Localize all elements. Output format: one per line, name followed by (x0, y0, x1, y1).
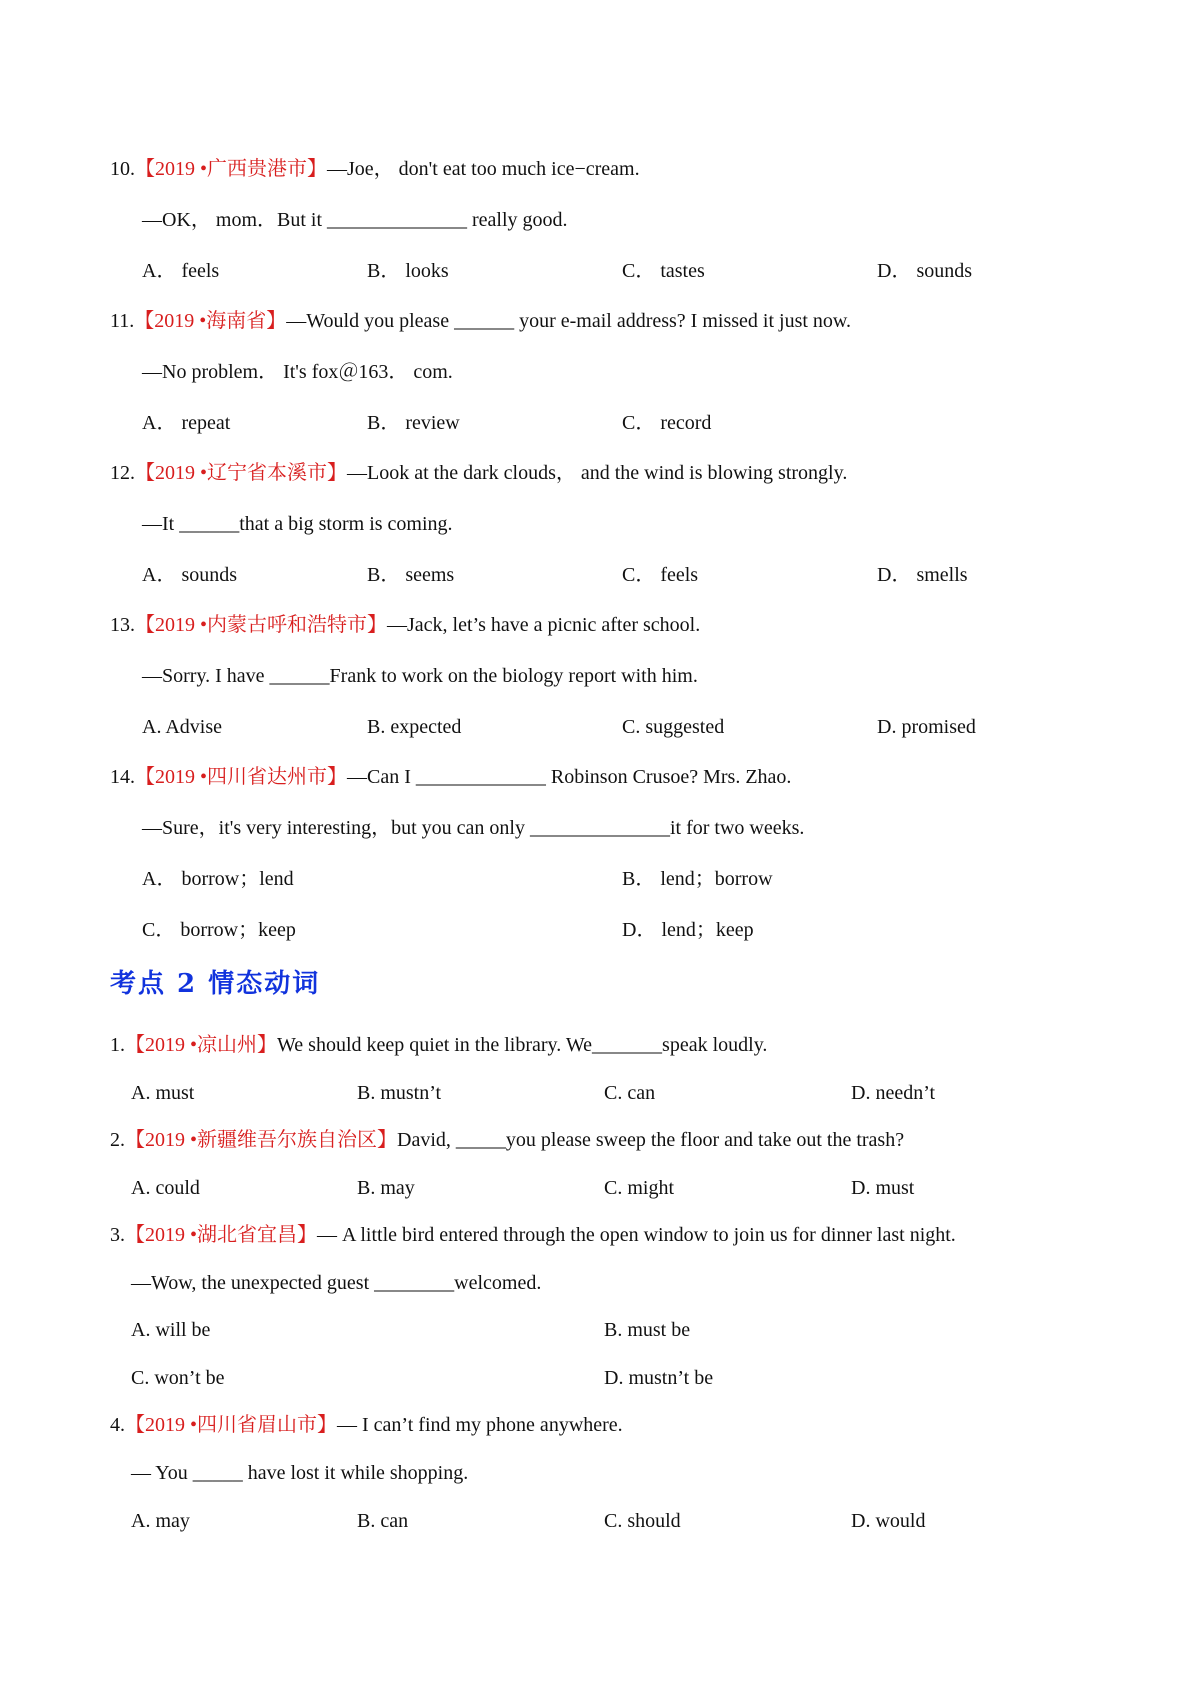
question-14-reply: —Sure，it's very interesting，but you can only ______________it for two weeks. (142, 817, 805, 839)
question-text: —Can I _____________ Robinson Crusoe? Mrs. Zhao. (347, 766, 792, 788)
option-d: D. needn’t (851, 1082, 936, 1104)
question-11-stem (110, 309, 851, 333)
option-d: D． smells (877, 564, 968, 586)
question-number: 11. (110, 310, 135, 332)
option-b: B. mustn’t (357, 1082, 442, 1104)
option-a: A. may (131, 1510, 190, 1532)
option-a: A. will be (131, 1319, 211, 1341)
section-heading: 考点 2 情态动词 (110, 969, 321, 999)
source-tag: 【2019 •内蒙古呼和浩特市】 (135, 614, 388, 636)
option-c: C. should (604, 1510, 681, 1532)
question-11-reply: —No problem． It's fox＠163． com. (142, 361, 453, 383)
question-number: 1. (110, 1034, 125, 1056)
option-b: B. may (357, 1177, 415, 1199)
option-b: B． seems (367, 564, 455, 586)
question-14-stem (110, 765, 791, 789)
question-12-reply: —It ______that a big storm is coming. (142, 513, 453, 535)
option-a: A． sounds (142, 564, 238, 586)
option-c: C. might (604, 1177, 675, 1199)
source-tag: 【2019 •湖北省宜昌】 (125, 1224, 318, 1246)
source-tag: 【2019 •海南省】 (134, 310, 287, 332)
option-a: A. could (131, 1177, 200, 1199)
source-tag: 【2019 •四川省达州市】 (135, 766, 348, 788)
source-tag: 【2019 •四川省眉山市】 (125, 1414, 338, 1436)
option-d: D. mustn’t be (604, 1367, 714, 1389)
question-number: 12. (110, 462, 135, 484)
question-10-stem (110, 157, 640, 181)
option-c: C． borrow；keep (142, 919, 296, 941)
question-text: We should keep quiet in the library. We_______speak loudly. (277, 1034, 768, 1056)
question-text: —Jack, let’s have a picnic after school. (387, 614, 701, 636)
source-tag: 【2019 •广西贵港市】 (135, 158, 328, 180)
question-13-stem (110, 613, 700, 637)
option-c: C． feels (622, 564, 699, 586)
option-a: A． borrow；lend (142, 868, 294, 890)
option-d: D. must (851, 1177, 915, 1199)
option-c: C. can (604, 1082, 656, 1104)
question-text: —Look at the dark clouds， and the wind is blowing strongly. (347, 462, 848, 484)
option-b: B. can (357, 1510, 409, 1532)
question-number: 13. (110, 614, 135, 636)
question-number: 2. (110, 1129, 125, 1151)
question-number: 14. (110, 766, 135, 788)
option-b: B． review (367, 412, 460, 434)
question-number: 4. (110, 1414, 125, 1436)
option-b: B. expected (367, 716, 462, 738)
option-a: A． feels (142, 260, 220, 282)
option-a: A. Advise (142, 716, 222, 738)
question-text: — I can’t find my phone anywhere. (337, 1414, 623, 1436)
question-text: — A little bird entered through the open window to join us for dinner last night. (317, 1224, 956, 1246)
option-c: C. won’t be (131, 1367, 225, 1389)
source-tag: 【2019 •凉山州】 (125, 1034, 278, 1056)
question-4-reply: — You _____ have lost it while shopping. (131, 1462, 469, 1484)
option-d: D． lend；keep (622, 919, 754, 941)
option-c: C． record (622, 412, 712, 434)
option-d: D． sounds (877, 260, 973, 282)
question-text: David, _____you please sweep the floor and take out the trash? (397, 1129, 905, 1151)
question-4-stem (110, 1413, 623, 1437)
option-c: C. suggested (622, 716, 725, 738)
question-2-stem (110, 1128, 904, 1152)
question-3-stem (110, 1223, 956, 1247)
option-b: B. must be (604, 1319, 691, 1341)
question-text: —Would you please ______ your e-mail address? I missed it just now. (286, 310, 852, 332)
option-b: B． lend；borrow (622, 868, 773, 890)
question-number: 10. (110, 158, 135, 180)
option-d: D. promised (877, 716, 976, 738)
question-13-reply: —Sorry. I have ______Frank to work on the biology report with him. (142, 665, 698, 687)
question-10-reply: —OK， mom．But it ______________ really good. (142, 209, 568, 231)
option-a: A． repeat (142, 412, 231, 434)
option-c: C． tastes (622, 260, 705, 282)
source-tag: 【2019 •辽宁省本溪市】 (135, 462, 348, 484)
option-d: D. would (851, 1510, 926, 1532)
question-12-stem (110, 461, 847, 485)
option-a: A. must (131, 1082, 195, 1104)
question-1-stem (110, 1033, 767, 1057)
source-tag: 【2019 •新疆维吾尔族自治区】 (125, 1129, 398, 1151)
question-number: 3. (110, 1224, 125, 1246)
option-b: B． looks (367, 260, 449, 282)
question-3-reply: —Wow, the unexpected guest ________welcomed. (131, 1272, 542, 1294)
question-text: —Joe， don't eat too much ice−cream. (327, 158, 640, 180)
